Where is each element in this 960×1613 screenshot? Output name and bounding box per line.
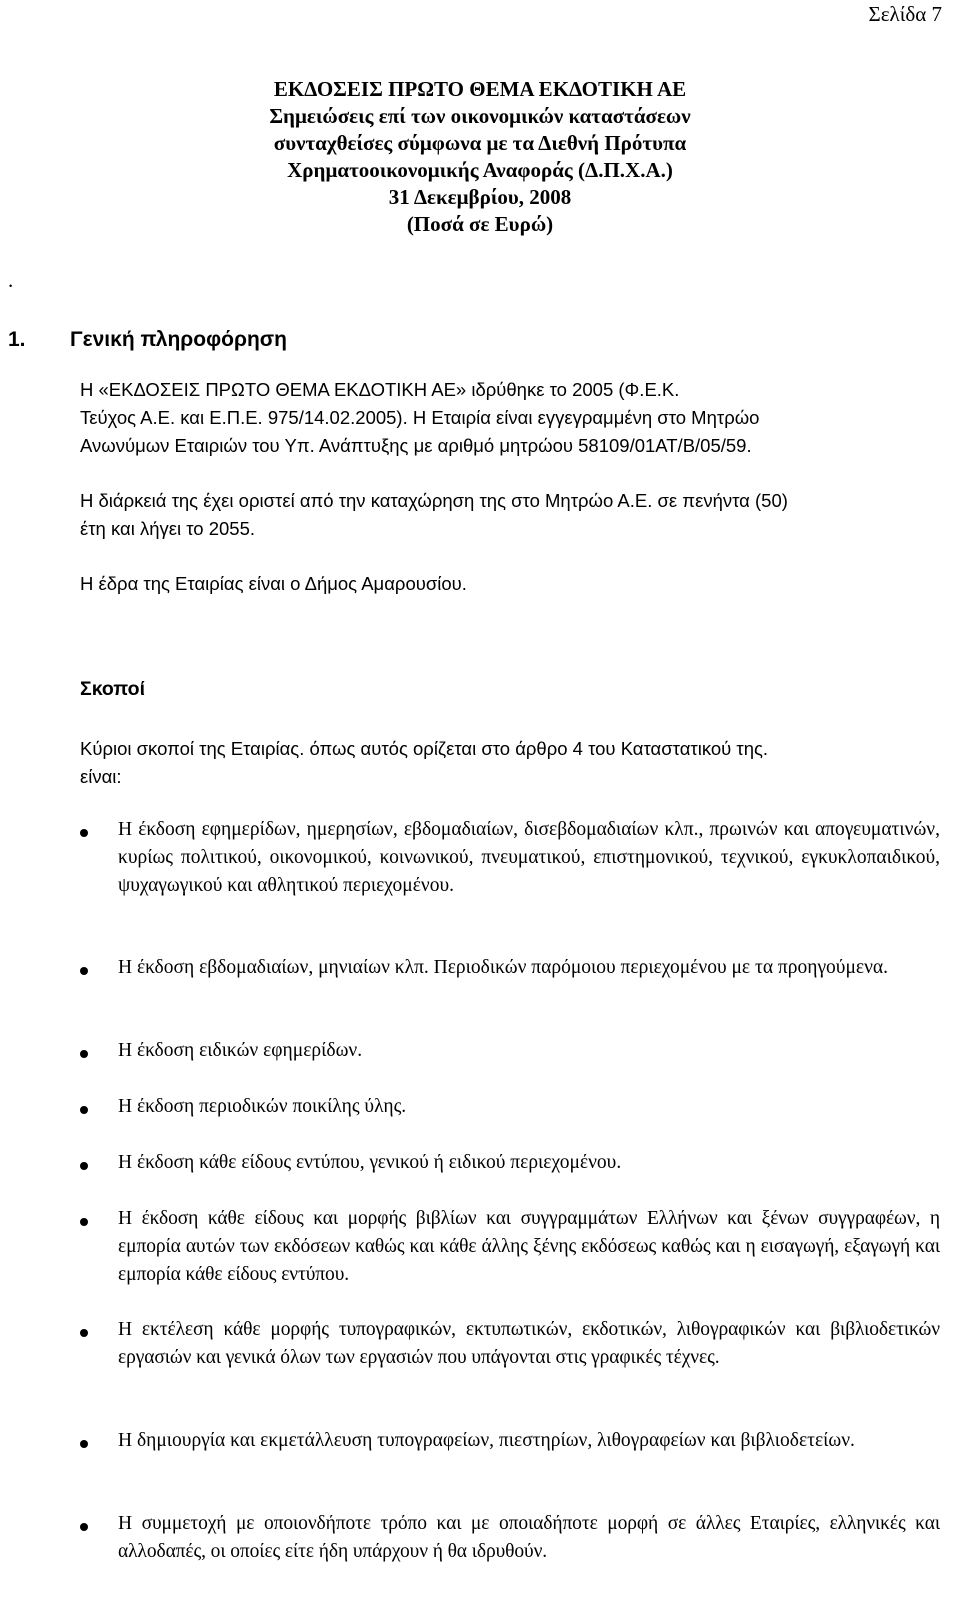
list-item-text: Η έκδοση ειδικών εφημερίδων. (118, 1040, 363, 1061)
duration-paragraph (80, 487, 940, 543)
bullet-icon (80, 1162, 88, 1170)
page-number: Σελίδα 7 (868, 2, 942, 26)
header-company: ΕΚΔΟΣΕΙΣ ΠΡΩΤΟ ΘΕΜΑ ΕΚΔΟΤΙΚΗ ΑΕ (273, 77, 687, 101)
list-item-text: Η δημιουργία και εκμετάλλευση τυπογραφείων, πιεστηρίων, λιθογραφείων και βιβλιοδετείων. (118, 1430, 855, 1451)
header-line: Σημειώσεις επί των οικονομικών καταστάσεων (269, 104, 691, 128)
list-item (80, 1427, 940, 1455)
header-line: συνταχθείσες σύμφωνα με τα Διεθνή Πρότυπα (273, 131, 687, 155)
list-item-text: Η έκδοση κάθε είδους εντύπου, γενικού ή ειδικού περιεχομένου. (118, 1152, 622, 1173)
text-line: Τεύχος Α.Ε. και Ε.Π.Ε. 975/14.02.2005). Η Εταιρία είναι εγγεγραμμένη στο Μητρώο (80, 407, 760, 428)
text-line: Η «ΕΚΔΟΣΕΙΣ ΠΡΩΤΟ ΘΕΜΑ ΕΚΔΟΤΙΚΗ ΑΕ» ιδρύθηκε το 2005 (Φ.Ε.Κ. (80, 379, 680, 400)
list-item (80, 816, 940, 900)
section-number: 1. (8, 328, 26, 351)
list-item-text: Η έκδοση περιοδικών ποικίλης ύλης. (118, 1096, 407, 1117)
text-line: Ανωνύμων Εταιριών του Υπ. Ανάπτυξης με αριθμό μητρώου 58109/01ΑΤ/Β/05/59. (80, 435, 752, 456)
stray-mark: . (8, 268, 14, 292)
list-item (80, 954, 940, 982)
bullet-icon (80, 1218, 88, 1226)
bullet-icon (80, 1440, 88, 1448)
text-line: Η έδρα της Εταιρίας είναι ο Δήμος Αμαρουσίου. (80, 573, 467, 594)
list-item-text: Η συμμετοχή με οποιονδήποτε τρόπο και με οποιαδήποτε μορφή σε άλλες Εταιρίες, ελληνικές και αλλοδαπές, οι οποίες είτε ήδη υπάρχουν ή θα ιδρυθούν. (118, 1513, 940, 1562)
text-line: Η διάρκειά της έχει οριστεί από την καταχώρηση της στο Μητρώο Α.Ε. σε πενήντα (50) (80, 490, 788, 511)
seat-paragraph (80, 570, 940, 598)
list-item-text: Η έκδοση εβδομαδιαίων, μηνιαίων κλπ. Περιοδικών παρόμοιου περιεχομένου με τα προηγούμενα. (118, 957, 889, 978)
purposes-title: Σκοποί (80, 678, 146, 700)
text-line: Κύριοι σκοποί της Εταιρίας. όπως αυτός ορίζεται στο άρθρο 4 του Καταστατικού της. (80, 738, 769, 759)
list-item (80, 1316, 940, 1372)
bullet-icon (80, 1050, 88, 1058)
bullet-icon (80, 1329, 88, 1337)
list-item-text: Η εκτέλεση κάθε μορφής τυπογραφικών, εκτυπωτικών, εκδοτικών, λιθογραφικών και βιβλιοδετικών εργασιών και γενικά όλων των εργασιών που υπάγονται στις γραφικές τέχνες. (118, 1319, 940, 1368)
list-item (80, 1510, 940, 1566)
bullet-icon (80, 1523, 88, 1531)
header-line: Χρηματοοικονομικής Αναφοράς (Δ.Π.Χ.Α.) (287, 158, 673, 182)
text-line: είναι: (80, 766, 122, 787)
text-line: έτη και λήγει το 2055. (80, 518, 256, 539)
list-item-text: Η έκδοση κάθε είδους και μορφής βιβλίων και συγγραμμάτων Ελλήνων και ξένων συγγραφέων, η εμπορία αυτών των εκδόσεων καθώς και κάθε άλλης ξένης εκδόσεως καθώς και η εισαγωγή, εξαγωγή και εμπορία κάθε είδους εντύπου. (118, 1208, 940, 1285)
bullet-icon (80, 1106, 88, 1114)
list-item (80, 1093, 940, 1121)
purposes-intro (80, 735, 940, 791)
general-info-paragraph (80, 376, 940, 460)
list-item (80, 1149, 940, 1177)
header-date: 31 Δεκεμβρίου, 2008 (388, 185, 572, 209)
list-item (80, 1205, 940, 1289)
header-currency: (Ποσά σε Ευρώ) (406, 212, 554, 236)
list-item-text: Η έκδοση εφημερίδων, ημερησίων, εβδομαδιαίων, δισεβδομαδιαίων κλπ., πρωινών και απογευματινών, κυρίως πολιτικού, οικονομικού, κοινωνικού, πνευματικού, επιστημονικού, τεχνικού, εγκυκλοπαιδικού, ψυχαγωγικού και αθλητικού περιεχομένου. (118, 819, 940, 896)
bullet-icon (80, 829, 88, 837)
bullet-icon (80, 967, 88, 975)
document-header (0, 76, 960, 238)
list-item (80, 1037, 940, 1065)
section-title: Γενική πληροφόρηση (70, 328, 287, 351)
